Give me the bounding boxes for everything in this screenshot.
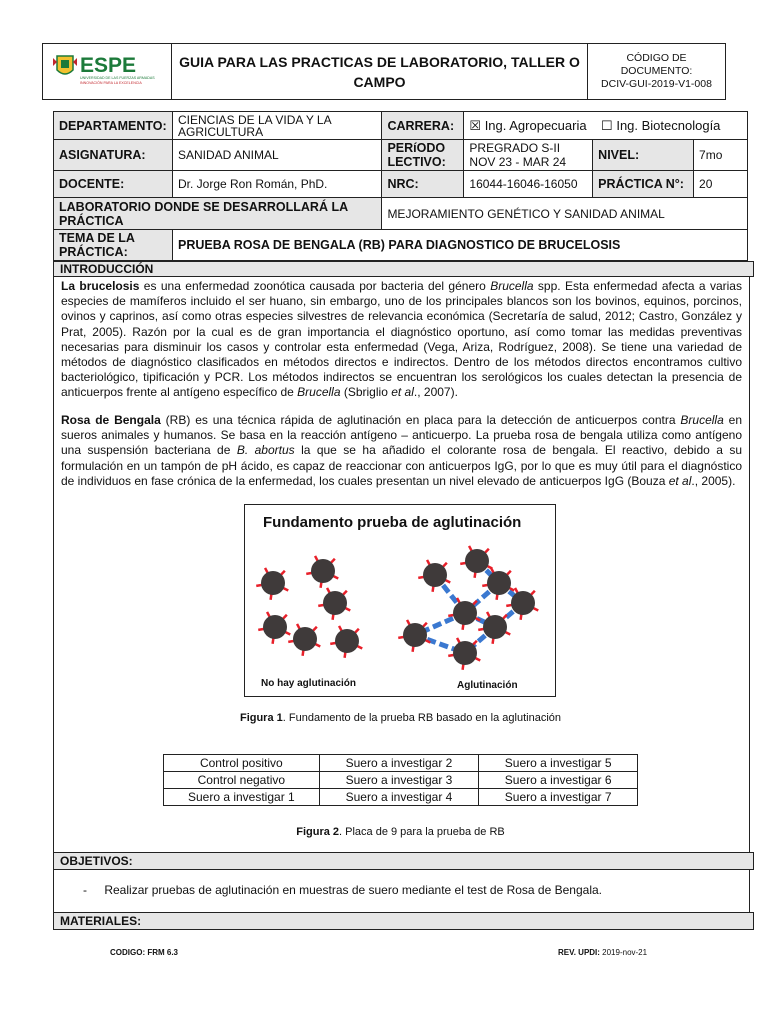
logo-cell [43,44,172,100]
p2-italic-1: Brucella [680,413,724,427]
agglutination-diagram [245,505,555,696]
figure-2-caption-label: Figura 2 [296,826,340,838]
figure-1-caption-label: Figura 1 [239,712,283,724]
espe-logo [43,44,171,94]
crest-icon [53,56,77,74]
p1-italic-2: Brucella [297,385,341,400]
plate-well: Suero a investigar 6 [479,772,638,789]
objetivos-item [83,883,602,897]
practica-label: PRÁCTICA N°: [593,171,694,198]
objetivo-text: Realizar pruebas de aglutinación en muestras de suero mediante el test de Rosa de Bengala. [104,883,602,897]
docente-value: Dr. Jorge Ron Román, PhD. [172,171,381,198]
plate-well: Suero a investigar 2 [319,755,479,772]
document-code [588,44,726,100]
document-title: GUIA PARA LAS PRACTICAS DE LABORATORIO, TALLER O CAMPO [172,44,588,100]
plate-well: Suero a investigar 4 [319,789,479,806]
objetivos-heading: OBJETIVOS: [53,852,754,870]
figure-1-title: Fundamento prueba de aglutinación [263,514,522,531]
p2-text-a: (RB) es una técnica rápida de aglutinación en placa para la detección de anticuerpos contra [160,413,681,427]
figure-2-caption-text: . Placa de 9 para la prueba de RB [339,826,505,838]
p1-text-c: (Sbriglio [340,385,392,400]
intro-paragraph-1 [61,279,742,401]
tema-label: TEMA DE LA PRÁCTICA: [54,230,173,261]
periodo-line-2: NOV 23 - MAR 24 [469,155,567,169]
carrera-options [464,112,748,140]
bacterium-icon [448,638,480,670]
label-agglutination: Aglutinación [457,680,518,691]
materiales-heading: MATERIALES: [53,912,754,930]
logo-tagline: INNOVACIÓN PARA LA EXCELENCIA [80,81,142,85]
p1-text-b: spp. Esta enfermedad afecta a varias especies de mamíferos incluido el ser huano, sin embargo, uno de los principales blancos son los bovinos, equinos, porcinos, ovinos y caprinos, así como otras especies silvestres de relevancia económica (Secretaría de salud, 2012; Castro, González y Prat, 2005). Razón por la cual es de gran importancia el diagnóstico oportuno, así como tomar las medidas preventivas necesarias para disminuir los casos y controlar esta enfermedad (Vega, Ariza, Rodríguez, 2008). Se tiene una variedad de métodos de diagnóstico clasificados en métodos directos e indirectos. Dentro de los métodos directos encontramos cultivo bacteriológico, tipificación y PCR. Los métodos indirectos se encuentran los serológicos los cuales detectan la presencia de anticuerpos frente al antígeno específico de [61,279,742,400]
plate-well: Suero a investigar 3 [319,772,479,789]
p2-italic-3: et al [668,473,692,488]
bacterium-icon [448,598,480,630]
introduccion-heading: INTRODUCCIÓN [53,261,754,277]
info-table [53,111,748,261]
intro-paragraph-2 [61,413,742,489]
p2-text-b: en sueros animales y humanos. Se basa en la reacción antígeno – anticuerpo. La prueba rosa de bengala utiliza como antígeno una suspensión bacteriana de [61,413,742,458]
p1-text-d: ., 2007). [413,385,458,400]
carrera-label: CARRERA: [382,112,464,140]
checkbox-empty-icon: ☐ [601,117,613,133]
logo-text: ESPE [80,54,137,77]
departamento-value: CIENCIAS DE LA VIDA Y LA AGRICULTURA [172,112,381,140]
bacterium-icon [258,612,290,644]
code-value: DCIV-GUI-2019-V1-008 [601,78,712,90]
nivel-label: NIVEL: [593,140,694,171]
logo-subtext: UNIVERSIDAD DE LAS FUERZAS ARMADAS [80,76,155,80]
checkbox-checked-icon: ☒ [469,117,482,133]
periodo-value [464,140,593,171]
asignatura-value: SANIDAD ANIMAL [172,140,381,171]
document-header [42,43,726,100]
tema-value: PRUEBA ROSA DE BENGALA (RB) PARA DIAGNOSTICO DE BRUCELOSIS [172,230,747,261]
code-label: CÓDIGO DE DOCUMENTO: [620,52,693,77]
bacterium-icon [330,626,362,658]
p2-bold: Rosa de Bengala [61,413,161,427]
nrc-label: NRC: [382,171,464,198]
departamento-label: DEPARTAMENTO: [54,112,173,140]
plate-row [164,772,638,789]
figure-1 [244,504,556,697]
plate-well: Control negativo [164,772,320,789]
bacteria-cells [256,546,538,670]
carrera-option-agropecuaria: Ing. Agropecuaria [484,117,587,133]
plate-well: Suero a investigar 1 [164,789,320,806]
asignatura-label: ASIGNATURA: [54,140,173,171]
figure-1-caption-text: . Fundamento de la prueba RB basado en la aglutinación [282,712,562,724]
figure-2-caption [53,826,748,838]
p1-text-a: es una enfermedad zoonótica causada por bacteria del género [139,279,491,293]
p1-italic-3: et al [391,385,414,400]
laboratorio-label: LABORATORIO DONDE SE DESARROLLARÁ LA PRÁCTICA [54,198,382,230]
bacterium-icon [256,568,288,600]
p1-italic-1: Brucella [490,279,534,293]
plate-well: Control positivo [164,755,320,772]
p2-italic-2: B. abortus [236,443,295,458]
bacterium-icon [318,588,350,620]
p2-text-d: ., 2005). [691,473,736,488]
carrera-option-biotecnologia: Ing. Biotecnología [616,117,721,133]
plate-well: Suero a investigar 5 [479,755,638,772]
nrc-value: 16044-16046-16050 [464,171,593,198]
bullet-dash: - [83,883,87,897]
p2-text-c: la que se ha añadido el colorante rosa de bengala. El reactivo, debido a su formulación en un tampón de pH ácido, es capaz de reaccionar con anticuerpos IgG, por lo que es muy útil para el diagnóstico de individuos en fase crónica de la enfermedad, los cuales presentan un nivel elevado de anticuerpos IgG (Bouza [61,443,743,488]
footer-revision [558,948,647,957]
periodo-label: PERíODO LECTIVO: [382,140,464,171]
nivel-value: 7mo [694,140,748,171]
plate-row [164,789,638,806]
docente-label: DOCENTE: [54,171,173,198]
bacterium-icon [288,624,320,656]
figure-1-caption [53,712,748,724]
practica-value: 20 [694,171,748,198]
label-no-agglutination: No hay aglutinación [261,678,357,689]
plate-table [163,754,638,806]
bacterium-icon [398,620,430,652]
laboratorio-value: MEJORAMIENTO GENÉTICO Y SANIDAD ANIMAL [382,198,748,230]
footer-rev-label: REV. UPDI: [558,948,600,957]
plate-well: Suero a investigar 7 [479,789,638,806]
footer-rev-value: 2019-nov-21 [599,948,648,957]
plate-row [164,755,638,772]
bacterium-icon [306,556,338,588]
periodo-line-1: PREGRADO S-II [469,141,561,155]
p1-bold: La brucelosis [61,279,140,293]
footer-code: CODIGO: FRM 6.3 [110,948,179,957]
